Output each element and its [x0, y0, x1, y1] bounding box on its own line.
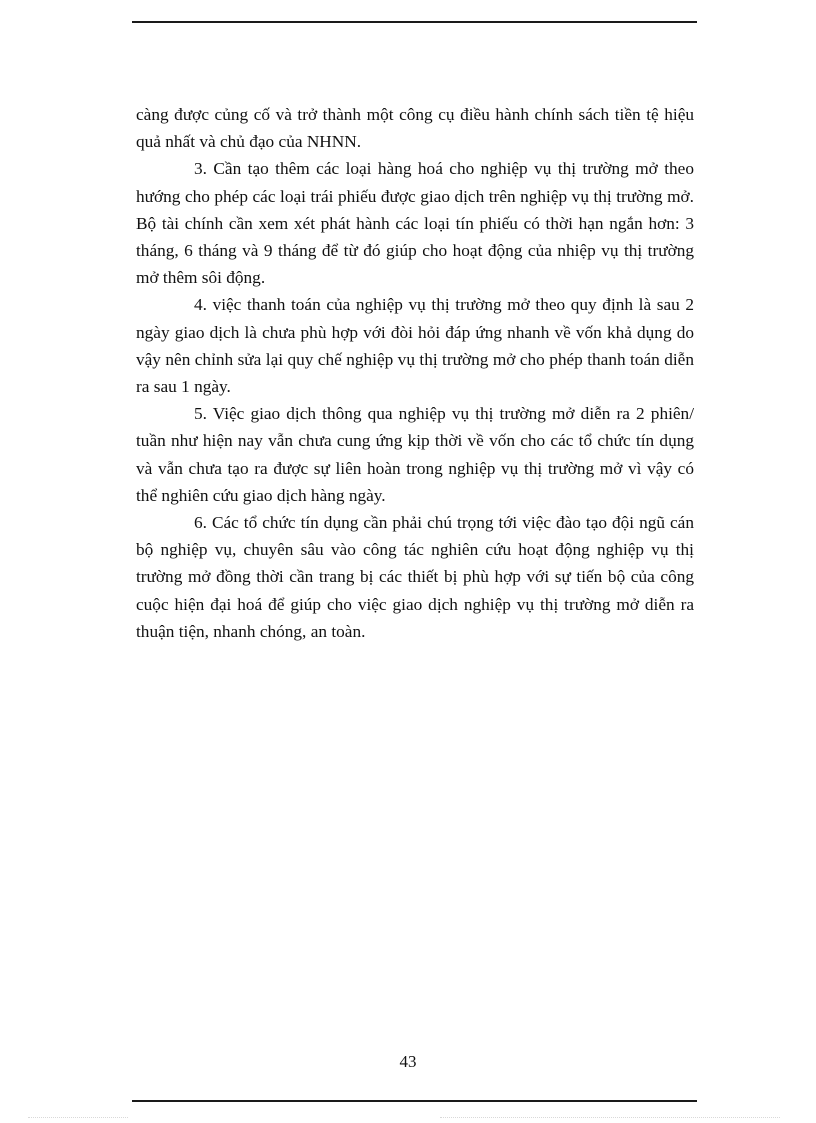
paragraph-continuation: càng được củng cố và trở thành một công cụ điều hành chính sách tiền tệ hiệu quả nhất và chủ đạo của NHNN. — [136, 105, 694, 152]
paragraph-item-6: 6. Các tổ chức tín dụng cần phải chú trọng tới việc đào tạo đội ngũ cán bộ nghiệp vụ, chuyên sâu vào công tác nghiên cứu hoạt động nghiệp vụ thị trường mở đồng thời cần trang bị các thiết bị phù hợp với sự tiến bộ của công cuộc hiện đại hoá để giúp cho việc giao dịch nghiệp vụ thị trường mở diễn ra thuận tiện, nhanh chóng, an toàn. — [136, 513, 694, 641]
paragraph-item-3: 3. Cần tạo thêm các loại hàng hoá cho nghiệp vụ thị trường mở theo hướng cho phép các loại trái phiếu được giao dịch trên nghiệp vụ thị trường mở. Bộ tài chính cần xem xét phát hành các loại tín phiếu có thời hạn ngắn hơn: 3 tháng, 6 tháng và 9 tháng để từ đó giúp cho hoạt động của nhiệp vụ thị trường mở thêm sôi động. — [136, 159, 694, 288]
page-number: 43 — [399, 1052, 417, 1071]
footer-dotted-line-right — [440, 1117, 780, 1118]
paragraph-item-5: 5. Việc giao dịch thông qua nghiệp vụ thị trường mở diễn ra 2 phiên/ tuần như hiện nay vẫn chưa cung ứng kịp thời về vốn cho các tổ chức tín dụng và vẫn chưa tạo ra được sự liên hoàn trong nghiệp vụ thị trường mở vì vậy có thể nghiên cứu giao dịch hàng ngày. — [136, 404, 694, 505]
document-body — [136, 101, 694, 645]
footer-dotted-line-left — [28, 1117, 128, 1118]
footer-rule — [132, 1100, 697, 1102]
paragraph-item-4: 4. việc thanh toán của nghiệp vụ thị trường mở theo quy định là sau 2 ngày giao dịch là chưa phù hợp với đòi hỏi đáp ứng nhanh về vốn khả dụng do vậy nên chỉnh sửa lại quy chế nghiệp vụ thị trường mở cho phép thanh toán diễn ra sau 1 ngày. — [136, 295, 694, 397]
header-rule — [132, 21, 697, 23]
